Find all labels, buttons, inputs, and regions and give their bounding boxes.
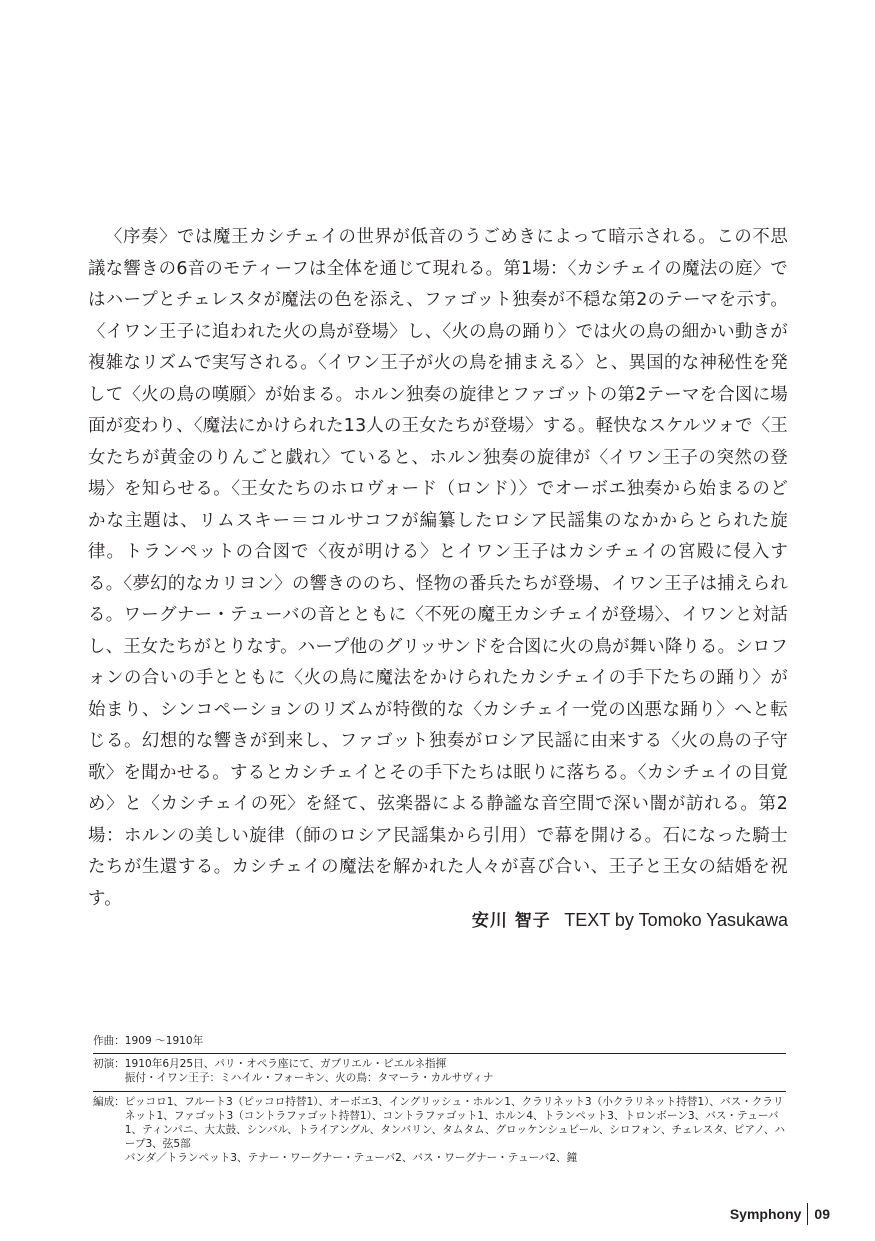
orchestration-value (125, 1095, 786, 1166)
composed-row (93, 1032, 786, 1053)
premiere-line: 1910年6月25日、パリ・オペラ座にて、ガブリエル・ピエルネ指揮 (124, 1058, 447, 1071)
author-name-japanese: 安川 智子 (471, 911, 551, 931)
publication-name: Symphony (729, 1206, 802, 1222)
author-credit (472, 906, 788, 931)
program-note-paragraph: 〈序奏〉では魔王カシチェイの世界が低音のうごめきによって暗示される。この不思議な響きの6音のモティーフは全体を通じて現れる。第1場：〈カシチェイの魔法の庭〉ではハープとチェレスタが魔法の色を添え、ファゴット独奏が不穏な第2のテーマを示す。〈イワン王子に追われた火の鳥が登場〉し、〈火の鳥の踊り〉では火の鳥の細かい動きが複雑なリズムで実写される。〈イワン王子が火の鳥を捕まえる〉と、異国的な神秘性を発して〈火の鳥の嘆願〉が始まる。ホルン独奏の旋律とファゴットの第2テーマを合図に場面が変わり、〈魔法にかけられた13人の王女たちが登場〉する。軽快なスケルツォで〈王女たちが黄金のりんごと戯れ〉ていると、ホルン独奏の旋律が〈イワン王子の突然の登場〉を知らせる。〈王女たちのホロヴォード（ロンド）〉でオーボエ独奏から始まるのどかな主題は、リムスキー＝コルサコフが編纂したロシア民謡集のなかからとられた旋律。トランペットの合図で〈夜が明ける〉とイワン王子はカシチェイの宮殿に侵入する。〈夢幻的なカリヨン〉の響きののち、怪物の番兵たちが登場、イワン王子は捕えられる。ワーグナー・テューバの音とともに〈不死の魔王カシチェイが登場〉、イワンと対話し、王女たちがとりなす。ハープ他のグリッサンドを合図に火の鳥が舞い降りる。シロフォンの合いの手とともに〈火の鳥に魔法をかけられたカシチェイの手下たちの踊り〉が始まり、シンコペーションのリズムが特徴的な〈カシチェイ一党の凶悪な踊り〉へと転じる。幻想的な響きが到来し、ファゴット独奏がロシア民謡に由来する〈火の鳥の子守歌〉を聞かせる。するとカシチェイとその手下たちは眠りに落ちる。〈カシチェイの目覚め〉と〈カシチェイの死〉を経て、弦楽器による静謐な音空間で深い闇が訪れる。第2場：ホルンの美しい旋律（師のロシア民謡集から引用）で幕を開ける。石になった騎士たちが生還する。カシチェイの魔法を解かれた人々が喜び合い、王子と王女の結婚を祝す。 (88, 227, 788, 909)
orchestration-row (93, 1091, 786, 1171)
program-note-body (88, 222, 788, 915)
orchestration-label: 編成： (93, 1095, 125, 1108)
premiere-label: 初演： (93, 1058, 125, 1071)
orchestration-line: ピッコロ1、フルート3（ピッコロ持替1）、オーボエ3、イングリッシュ・ホルン1、クラリネット3（小クラリネット持替1）、バス・クラリネット1、ファゴット3（コントラファゴット持替1）、コントラファゴット1、ホルン4、トランペット3、トロンボーン3、バス・テューバ1、ティンパニ、大太鼓、シンバル、トライアングル、タンバリン、タムタム、グロッケンシュピール、シロフォン、チェレスタ、ピアノ、ハープ3、弦5部 (124, 1095, 786, 1151)
composed-label: 作曲： (93, 1035, 125, 1047)
author-name-english: TEXT by Tomoko Yasukawa (564, 910, 788, 930)
composed-line: 1909 〜1910年 (124, 1035, 204, 1047)
page-number: 09 (814, 1206, 830, 1222)
premiere-value (125, 1057, 786, 1085)
premiere-line: 振付・イワン王子：ミハイル・フォーキン、火の鳥：タマーラ・カルサヴィナ (124, 1072, 494, 1085)
page-footer (730, 1203, 830, 1225)
premiere-row (93, 1053, 786, 1090)
work-info-box (93, 1032, 786, 1171)
footer-divider (807, 1203, 808, 1225)
composed-value (125, 1034, 786, 1048)
orchestration-line: バンダ／トランペット3、テナー・ワーグナー・テューバ2、バス・ワーグナー・テューバ2、鐘 (124, 1152, 578, 1165)
